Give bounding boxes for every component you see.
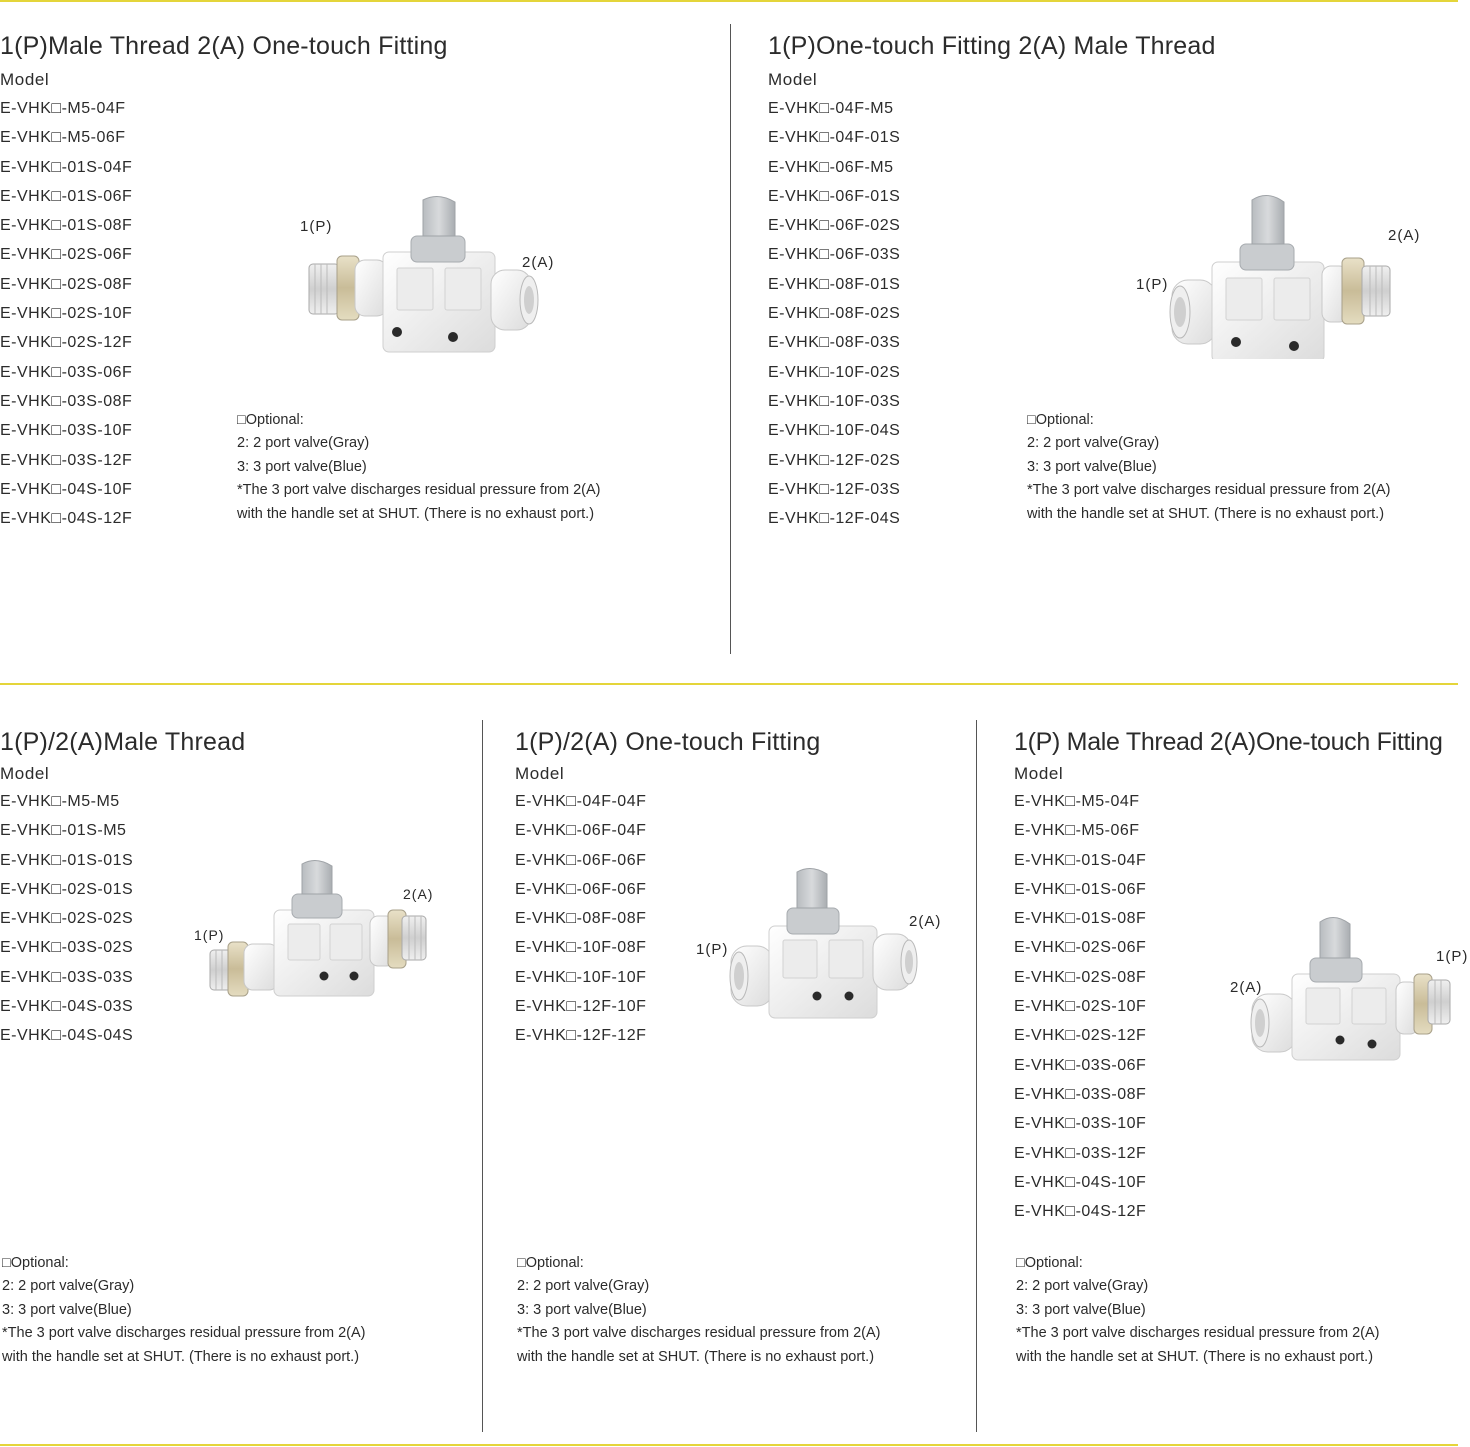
- optional-notes: [1016, 1252, 1379, 1369]
- section-title: 1(P)One-touch Fitting 2(A) Male Thread: [768, 32, 1216, 60]
- model-item: E-VHK□-10F-03S: [768, 392, 901, 410]
- section-male-thread-one-touch-reversed: [1014, 728, 1470, 1428]
- valve-image: [206, 858, 434, 1003]
- model-item: E-VHK□-03S-08F: [1014, 1085, 1147, 1103]
- note-line-1: *The 3 port valve discharges residual pressure from 2(A): [237, 482, 601, 499]
- model-item: E-VHK□-04S-12F: [1014, 1203, 1147, 1221]
- model-item: E-VHK□-04F-04F: [515, 793, 647, 810]
- model-list: [1014, 791, 1146, 1230]
- right-port-label: 2(A): [403, 886, 434, 902]
- model-item: E-VHK□-01S-M5: [0, 822, 127, 840]
- model-item: E-VHK□-12F-02S: [768, 451, 901, 469]
- optional-heading: □Optional:: [1016, 1255, 1083, 1271]
- model-item: E-VHK□-M5-06F: [0, 129, 126, 147]
- middle-divider: [0, 683, 1458, 685]
- model-heading: Model: [768, 70, 818, 89]
- model-item: E-VHK□-04F-01S: [768, 129, 901, 147]
- model-item: E-VHK□-02S-08F: [1014, 968, 1147, 986]
- note-line-2: with the handle set at SHUT. (There is no exhaust port.): [517, 1348, 875, 1365]
- section-title: 1(P)/2(A) One-touch Fitting: [515, 728, 821, 756]
- model-item: E-VHK□-02S-06F: [1014, 939, 1147, 957]
- model-item: E-VHK□-01S-04F: [0, 158, 133, 176]
- left-port-label: 1(P): [300, 218, 333, 235]
- model-item: E-VHK□-06F-01S: [768, 187, 901, 205]
- model-item: E-VHK□-06F-M5: [768, 158, 894, 176]
- option-2: 2: 2 port valve(Gray): [517, 1278, 650, 1295]
- model-item: E-VHK□-04S-10F: [0, 480, 133, 498]
- right-port-label: 2(A): [909, 913, 942, 930]
- left-port-label: 1(P): [696, 941, 729, 958]
- model-item: E-VHK□-01S-06F: [0, 187, 133, 205]
- model-item: E-VHK□-10F-04S: [768, 422, 901, 440]
- model-item: E-VHK□-04F-M5: [768, 100, 894, 117]
- model-item: E-VHK□-06F-06F: [515, 851, 647, 869]
- model-item: E-VHK□-04S-03S: [0, 998, 134, 1016]
- option-2: 2: 2 port valve(Gray): [237, 435, 370, 452]
- optional-notes: [517, 1252, 880, 1369]
- optional-heading: □Optional:: [2, 1255, 69, 1271]
- valve-image: [1166, 184, 1406, 359]
- option-3: 3: 3 port valve(Blue): [1016, 1301, 1146, 1318]
- note-line-1: *The 3 port valve discharges residual pressure from 2(A): [1027, 482, 1391, 499]
- option-3: 3: 3 port valve(Blue): [2, 1301, 132, 1318]
- model-item: E-VHK□-03S-06F: [1014, 1056, 1147, 1074]
- model-item: E-VHK□-06F-06F: [515, 880, 647, 898]
- model-item: E-VHK□-03S-03S: [0, 968, 134, 986]
- section-title: 1(P)/2(A)Male Thread: [0, 728, 246, 756]
- note-line-2: with the handle set at SHUT. (There is no exhaust port.): [1027, 505, 1385, 522]
- model-list: [515, 791, 646, 1055]
- section-male-thread-one-touch: [0, 32, 720, 672]
- model-item: E-VHK□-01S-04F: [1014, 851, 1147, 869]
- model-item: E-VHK□-02S-10F: [0, 305, 133, 323]
- model-item: E-VHK□-02S-06F: [0, 246, 133, 264]
- model-item: E-VHK□-04S-12F: [0, 510, 133, 528]
- model-item: E-VHK□-M5-04F: [0, 100, 126, 117]
- model-item: E-VHK□-02S-10F: [1014, 998, 1147, 1016]
- option-3: 3: 3 port valve(Blue): [1027, 458, 1157, 475]
- model-item: E-VHK□-03S-12F: [0, 451, 133, 469]
- column-divider-top: [730, 24, 731, 654]
- optional-notes: [1027, 409, 1390, 526]
- model-item: E-VHK□-03S-12F: [1014, 1144, 1147, 1162]
- valve-image: [725, 864, 925, 1024]
- optional-heading: □Optional:: [237, 412, 304, 428]
- model-heading: Model: [1014, 764, 1064, 783]
- model-item: E-VHK□-06F-02S: [768, 217, 901, 235]
- model-item: E-VHK□-M5-06F: [1014, 822, 1140, 840]
- model-item: E-VHK□-M5-04F: [1014, 793, 1140, 810]
- model-item: E-VHK□-02S-12F: [1014, 1027, 1147, 1045]
- model-list: [0, 98, 132, 537]
- model-item: E-VHK□-02S-02S: [0, 910, 134, 928]
- right-port-label: 2(A): [522, 254, 555, 271]
- model-item: E-VHK□-03S-10F: [0, 422, 133, 440]
- optional-notes: [237, 409, 600, 526]
- model-item: E-VHK□-04S-10F: [1014, 1173, 1147, 1191]
- model-item: E-VHK□-06F-03S: [768, 246, 901, 264]
- model-item: E-VHK□-12F-10F: [515, 998, 647, 1016]
- left-port-label: 2(A): [1230, 979, 1263, 996]
- model-item: E-VHK□-03S-08F: [0, 392, 133, 410]
- model-item: E-VHK□-03S-02S: [0, 939, 134, 957]
- right-port-label: 2(A): [1388, 227, 1421, 244]
- model-item: E-VHK□-08F-08F: [515, 910, 647, 928]
- model-item: E-VHK□-12F-12F: [515, 1027, 647, 1045]
- option-2: 2: 2 port valve(Gray): [2, 1278, 135, 1295]
- model-item: E-VHK□-06F-04F: [515, 822, 647, 840]
- note-line-1: *The 3 port valve discharges residual pressure from 2(A): [2, 1325, 366, 1342]
- top-divider: [0, 0, 1458, 2]
- column-divider-bottom-right: [976, 720, 977, 1432]
- section-male-thread-both: [0, 728, 475, 1428]
- model-list: [0, 791, 133, 1055]
- left-port-label: 1(P): [1136, 276, 1169, 293]
- right-port-label: 1(P): [1436, 948, 1469, 965]
- optional-heading: □Optional:: [1027, 412, 1094, 428]
- note-line-1: *The 3 port valve discharges residual pressure from 2(A): [1016, 1325, 1380, 1342]
- model-item: E-VHK□-08F-03S: [768, 334, 901, 352]
- model-item: E-VHK□-02S-08F: [0, 275, 133, 293]
- model-item: E-VHK□-12F-03S: [768, 480, 901, 498]
- section-title: 1(P)Male Thread 2(A) One-touch Fitting: [0, 32, 448, 60]
- section-one-touch-male-thread: [768, 32, 1458, 672]
- optional-notes: [2, 1252, 365, 1369]
- note-line-2: with the handle set at SHUT. (There is no exhaust port.): [2, 1348, 360, 1365]
- model-item: E-VHK□-01S-08F: [1014, 910, 1147, 928]
- option-2: 2: 2 port valve(Gray): [1016, 1278, 1149, 1295]
- model-item: E-VHK□-10F-02S: [768, 363, 901, 381]
- model-item: E-VHK□-03S-10F: [1014, 1115, 1147, 1133]
- option-3: 3: 3 port valve(Blue): [517, 1301, 647, 1318]
- model-item: E-VHK□-04S-04S: [0, 1027, 134, 1045]
- model-heading: Model: [0, 70, 50, 89]
- model-item: E-VHK□-08F-02S: [768, 305, 901, 323]
- optional-heading: □Optional:: [517, 1255, 584, 1271]
- valve-image: [1248, 912, 1452, 1062]
- model-heading: Model: [0, 764, 50, 783]
- model-item: E-VHK□-08F-01S: [768, 275, 901, 293]
- note-line-1: *The 3 port valve discharges residual pressure from 2(A): [517, 1325, 881, 1342]
- model-list: [768, 98, 900, 537]
- model-item: E-VHK□-01S-01S: [0, 851, 134, 869]
- left-port-label: 1(P): [194, 927, 225, 943]
- model-item: E-VHK□-01S-06F: [1014, 880, 1147, 898]
- note-line-2: with the handle set at SHUT. (There is no exhaust port.): [237, 505, 595, 522]
- column-divider-bottom-left: [482, 720, 483, 1432]
- model-item: E-VHK□-01S-08F: [0, 217, 133, 235]
- valve-image: [305, 192, 545, 367]
- note-line-2: with the handle set at SHUT. (There is no exhaust port.): [1016, 1348, 1374, 1365]
- model-item: E-VHK□-12F-04S: [768, 510, 901, 528]
- option-2: 2: 2 port valve(Gray): [1027, 435, 1160, 452]
- option-3: 3: 3 port valve(Blue): [237, 458, 367, 475]
- bottom-divider: [0, 1444, 1458, 1446]
- section-one-touch-both: [515, 728, 970, 1428]
- section-title: 1(P) Male Thread 2(A)One-touch Fitting: [1014, 728, 1443, 756]
- model-heading: Model: [515, 764, 565, 783]
- model-item: E-VHK□-02S-12F: [0, 334, 133, 352]
- model-item: E-VHK□-02S-01S: [0, 880, 134, 898]
- model-item: E-VHK□-03S-06F: [0, 363, 133, 381]
- model-item: E-VHK□-10F-10F: [515, 968, 647, 986]
- model-item: E-VHK□-10F-08F: [515, 939, 647, 957]
- model-item: E-VHK□-M5-M5: [0, 793, 120, 810]
